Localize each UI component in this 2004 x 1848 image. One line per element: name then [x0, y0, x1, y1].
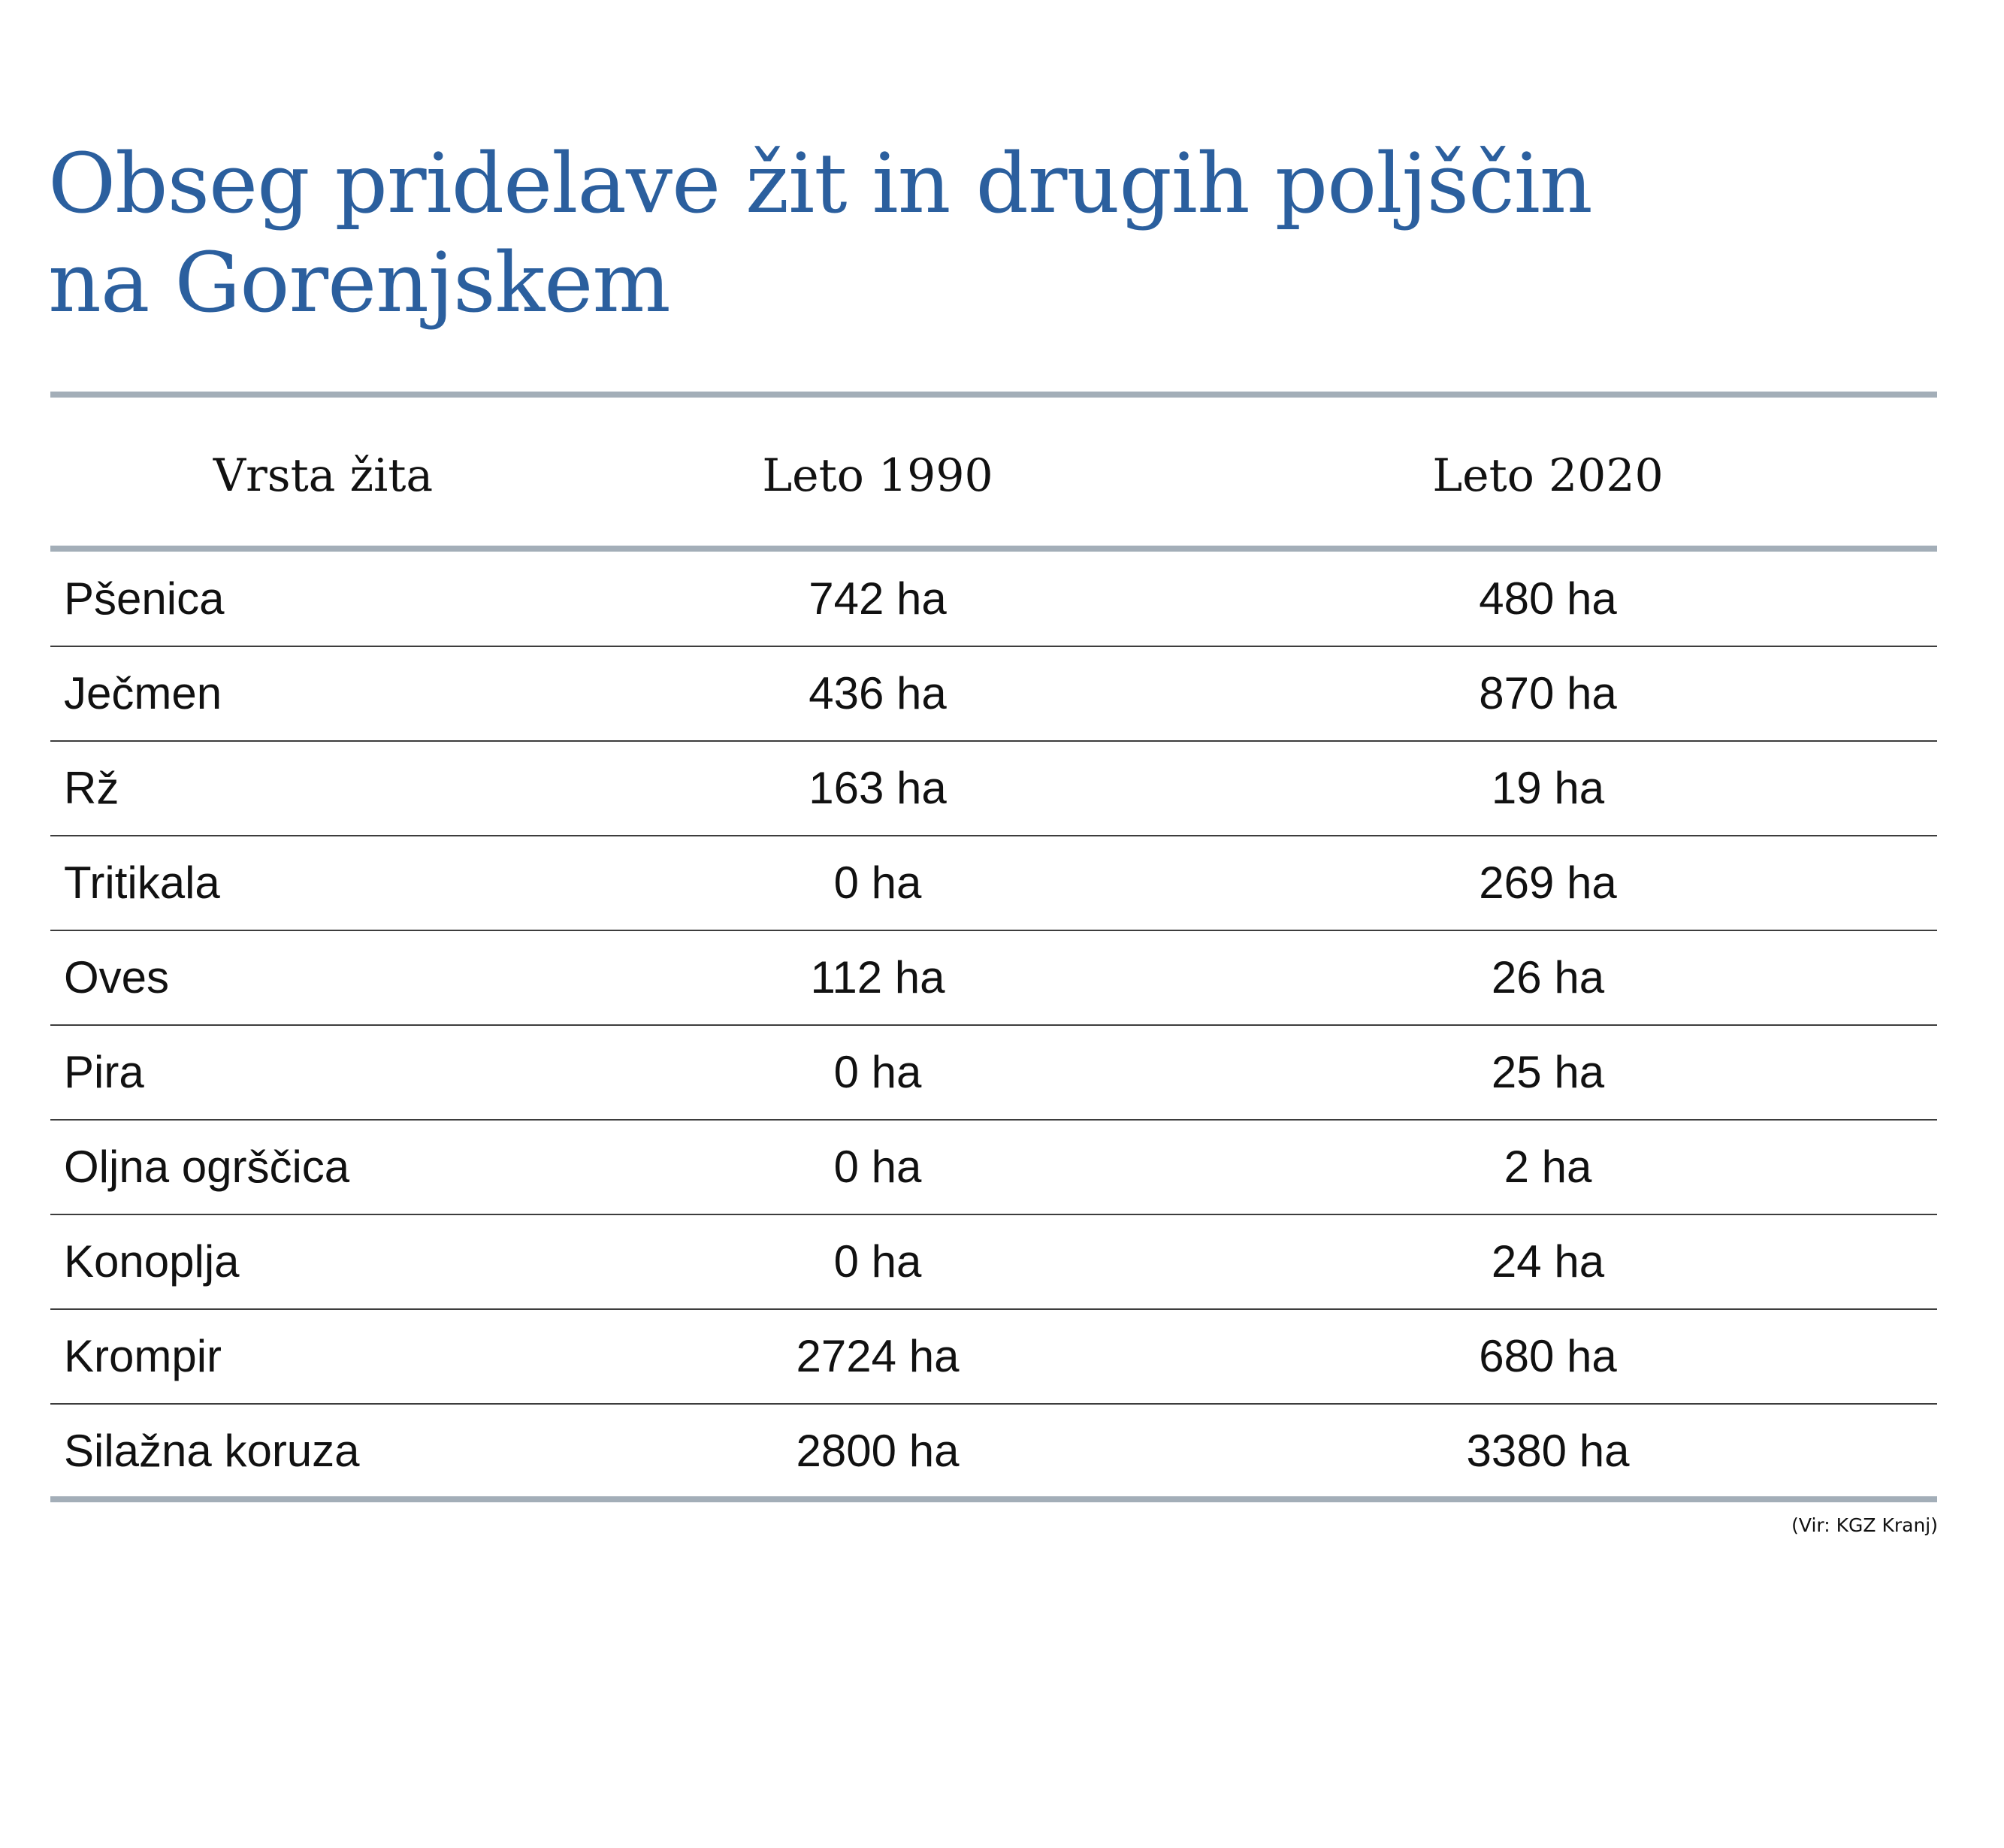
value-2020-cell: 2 ha	[1504, 1142, 1592, 1192]
crop-name-cell: Pira	[64, 1047, 144, 1097]
title-line-1: Obseg pridelave žit in drugih poljščin	[48, 135, 1592, 231]
crop-name-cell: Konoplja	[64, 1236, 240, 1287]
table-bottom-rule	[50, 1496, 1937, 1502]
crop-name-cell: Tritikala	[64, 857, 220, 908]
header-crop-type: Vrsta žita	[213, 449, 434, 502]
value-2020-cell: 26 ha	[1491, 952, 1605, 1003]
value-2020-cell: 269 ha	[1479, 857, 1617, 908]
value-1990-cell: 163 ha	[809, 763, 947, 813]
value-2020-cell: 3380 ha	[1466, 1426, 1630, 1476]
value-2020-cell: 480 ha	[1479, 573, 1617, 624]
value-1990-cell: 436 ha	[809, 668, 947, 718]
source-note: (Vir: KGZ Kranj)	[1791, 1514, 1938, 1536]
value-2020-cell: 25 ha	[1491, 1047, 1605, 1097]
value-1990-cell: 2724 ha	[796, 1331, 960, 1381]
value-1990-cell: 0 ha	[833, 1047, 922, 1097]
crop-name-cell: Ječmen	[64, 668, 222, 718]
title-line-2: na Gorenjskem	[48, 234, 670, 331]
value-2020-cell: 19 ha	[1491, 763, 1605, 813]
value-1990-cell: 112 ha	[810, 952, 945, 1003]
header-year-1990: Leto 1990	[762, 449, 993, 502]
header-year-2020: Leto 2020	[1432, 449, 1664, 502]
crop-name-cell: Krompir	[64, 1331, 222, 1381]
value-1990-cell: 0 ha	[833, 1236, 922, 1287]
crop-name-cell: Oves	[64, 952, 170, 1003]
crop-name-cell: Pšenica	[64, 573, 225, 624]
crop-name-cell: Silažna koruza	[64, 1426, 360, 1476]
value-2020-cell: 680 ha	[1479, 1331, 1617, 1381]
value-1990-cell: 0 ha	[833, 857, 922, 908]
crop-name-cell: Rž	[64, 763, 119, 813]
value-2020-cell: 24 ha	[1491, 1236, 1605, 1287]
chart-title	[48, 134, 1927, 332]
table-top-rule	[50, 392, 1937, 398]
value-1990-cell: 742 ha	[809, 573, 947, 624]
header-bottom-rule	[50, 546, 1937, 552]
value-1990-cell: 2800 ha	[796, 1426, 960, 1476]
value-2020-cell: 870 ha	[1479, 668, 1617, 718]
crop-name-cell: Oljna ogrščica	[64, 1142, 350, 1192]
value-1990-cell: 0 ha	[833, 1142, 922, 1192]
